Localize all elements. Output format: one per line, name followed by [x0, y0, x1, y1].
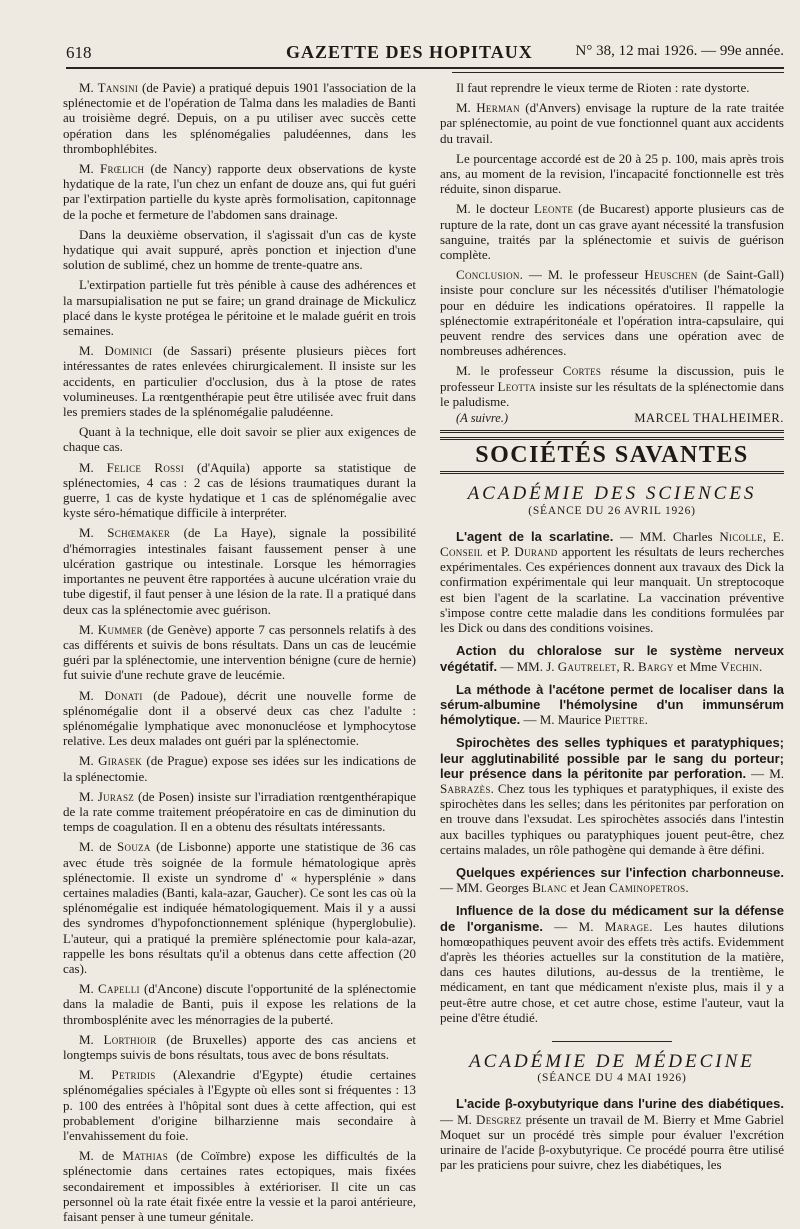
paragraph	[63, 277, 416, 338]
paragraph	[63, 1067, 416, 1143]
paragraph-text: M.	[79, 788, 98, 804]
paragraph-text: (de Prague) expose ses idées sur les indications de la splénectomie.	[63, 753, 416, 784]
person-name: Sabrazès	[440, 780, 491, 796]
item-title: Quelques expériences sur l'infection charbonneuse.	[456, 864, 784, 880]
paragraph-text: — M.	[542, 918, 605, 934]
paragraph-text: M. de	[79, 839, 117, 855]
paragraph	[440, 201, 784, 262]
paragraph	[63, 753, 416, 783]
section-rule-top	[440, 430, 784, 433]
paragraph-text: apportent les résultats de leurs recherches expérimentales. Ces expériences donnent aux travaux des Dick la confirmation expérimentale qui leur manquait. Un streptocoque est bien l'agent de la scarlatine. La vaccination préventive s'impose contre cette maladie dans les conditions formulées par les Dick ou dans des conditions voisines.	[440, 544, 785, 636]
paragraph-text: et Jean	[566, 880, 610, 896]
item-title: Action du chloralose sur le système nerveux végétatif.	[440, 643, 784, 674]
paragraph-text: présente un travail de M. Bierry et Mme Gabriel Moquet sur un procédé très simple pour évaluer l'excrétion urinaire de l'acide β-oxybutyrique. Ce procédé pourra être utilisé par les praticiens pour suivre, chez les diabétiques, les	[440, 1111, 785, 1173]
paragraph-text: M.	[79, 161, 100, 177]
person-name: Girasek	[98, 753, 143, 769]
paragraph-text: , R.	[616, 658, 639, 674]
paragraph-text: L'extirpation partielle fut très pénible à cause des adhérences et la marsupialisation ne put se faire; un grand drainage de Mickulicz placé dans le kyste protégea le péritoine et le malade guérit en trois semaines.	[63, 277, 416, 339]
paragraph-text: .	[644, 712, 648, 728]
paragraph-text: et Mme	[673, 658, 721, 674]
person-name: Marage	[604, 918, 650, 934]
person-name: Bargy	[638, 658, 674, 674]
section-title: SOCIÉTÉS SAVANTES	[475, 442, 749, 469]
paragraph-text: — M. Maurice	[520, 712, 605, 728]
paragraph-text: (d'Ancone) discute l'opportunité de la splénectomie dans la maladie de Banti, puis il expose les relations de la thrombosplénite avec les ménorragies de la puberté.	[63, 981, 416, 1027]
person-name: Dominici	[104, 343, 153, 359]
academy-medecine-items	[440, 1096, 784, 1172]
paragraph	[63, 343, 416, 419]
paragraph-text: (de Genève) apporte 7 cas personnels relatifs à des cas différents et suivis de bons résultats. Dans un cas de leucémie guéri par la splénectomie, une intervention bénigne (cure de hernie) fut suivie d'une rechute grave de leucémie.	[63, 621, 417, 683]
paragraph	[63, 688, 416, 749]
journal-title: GAZETTE DES HOPITAUX	[286, 42, 533, 62]
paragraph	[440, 267, 784, 358]
communication-item	[440, 1096, 784, 1172]
academy-separator	[552, 1041, 672, 1042]
item-title: Influence de la dose du médicament sur la défense de l'organisme.	[440, 903, 784, 934]
paragraph-text: Le pourcentage accordé est de 20 à 25 p. 100, mais après trois ans, au moment de la revision, l'incapacité fonctionnelle est très réduite, sinon disparue.	[440, 150, 784, 197]
to-be-continued: (A suivre.)	[456, 411, 509, 426]
header-rule-secondary	[452, 72, 784, 73]
paragraph	[63, 460, 416, 521]
item-title: L'acide β-oxybutyrique dans l'urine des diabétiques.	[456, 1096, 784, 1112]
person-name: Mathias	[122, 1148, 169, 1164]
communication-item	[440, 529, 784, 635]
person-name: Frœlich	[99, 161, 145, 177]
paragraph-text: (de Bucarest) apporte plusieurs cas de rupture de la rate, dont un cas grave ayant nécessité la transfusion sanguine, traités par la splénectomie et suivis de guérison complète.	[440, 201, 784, 263]
paragraph-text: M. de	[79, 1148, 123, 1164]
person-name: Leotta	[497, 378, 537, 394]
paragraph-text: (de Sassari) présente plusieurs pièces fort intéressantes de rates enlevées chirurgicalement. Il insiste sur les accidents, en particulier d'occlusion, dus à la ptose de rates volumineuses. La rœntgenthérapie peut être utilisée avec fruit dans les premiers stades de la splénomégalie paludéenne.	[63, 343, 416, 420]
person-name: Gautrelet	[557, 658, 617, 674]
paragraph-text: Il faut reprendre le vieux terme de Rioten : rate dystorte.	[456, 80, 750, 95]
paragraph-text: (de Nancy) rapporte deux observations de kyste hydatique de la rate, l'un chez un enfant de douze ans, qui fut guéri par l'extirpation partielle du kyste après formolisation, capitonnage de la poche et fermeture de l'abdomen sans drainage.	[63, 161, 417, 222]
person-name: Kummer	[97, 621, 143, 637]
continued-article	[440, 80, 784, 409]
paragraph-text: — M.	[746, 765, 785, 781]
person-name: Lorthioir	[103, 1031, 157, 1047]
communication-item	[440, 865, 784, 895]
paragraph-text: (Alexandrie d'Egypte) étudie certaines splénomégalies spéciales à l'Egypte où elles sont si fréquentes : 13 p. 100 des entrées à l'hôpital sont dues à cette affection, qui est probablement d'origine bilharzienne mais secondaire à l'envahissement du foie.	[63, 1067, 417, 1143]
person-name: Cortes	[562, 363, 602, 379]
academy-medecine-heading: ACADÉMIE DE MÉDECINE	[469, 1050, 755, 1072]
issue-info: N° 38, 12 mai 1926. — 99e année.	[575, 43, 784, 59]
paragraph	[63, 981, 416, 1027]
person-name: Tansini	[97, 80, 139, 95]
paragraph-text: M.	[79, 981, 99, 997]
paragraph-text: et P.	[482, 544, 515, 560]
person-name: Piettre	[604, 712, 645, 728]
person-name: Caminopetros	[609, 880, 686, 896]
paragraph-text: (de La Haye), signale la possibilité d'hémorragies intestinales faisant faussement penser à une ulcération gastrique ou intestinale. Lorsque les hémorragies importantes ne peuvent être rapportées à aucune ulcération vraie du tube digestif, il faut penser à une lésion de la rate. Il a pratiqué dans deux cas la splénectomie avec guérison.	[63, 525, 416, 617]
paragraph-text: . — M. le professeur	[519, 267, 645, 283]
item-title: Spirochètes des selles typhiques et paratyphiques; leur agglutinabilité possible par le sang du porteur; leur présence dans la péritonite par perforation.	[440, 735, 784, 781]
item-title: L'agent de la scarlatine.	[456, 528, 614, 544]
paragraph	[63, 1032, 416, 1062]
person-name: Blanc	[532, 880, 567, 896]
paragraph-text: (d'Aquila) apporte sa statistique de splénectomies, 4 cas : 2 cas de lésions traumatiques durant la guerre, 1 cas de kyste hydatique et 1 cas de splénomégalie avec kyste séro-hématique difficile à interpréter.	[63, 459, 416, 521]
paragraph	[440, 80, 784, 95]
paragraph-text: (de Saint-Gall) insiste pour conclure sur les nécessités d'utiliser l'hématologie pour en déduire les indications opératoires. Il rappelle la splénectomie extrapéritonéale et l'opération intra-capsulaire, qui peuvent rendre des services dans une opération avec de nombreuses adhérences.	[440, 267, 784, 359]
paragraph-text: — MM. J.	[497, 658, 558, 674]
person-name: Capelli	[98, 981, 140, 997]
paragraph	[440, 363, 784, 409]
section-rule-top-2	[440, 437, 784, 440]
paragraph-text: (de Posen) insiste sur l'irradiation rœntgenthérapique de la rate comme traitement préopératoire en cas de diminution du temps de coagulation. Il en a obtenu des résultats intéressants.	[63, 788, 416, 835]
paragraph	[63, 525, 416, 616]
paragraph-text: M.	[79, 1067, 112, 1083]
paragraph-text: M.	[456, 100, 477, 116]
person-name: Conclusion	[456, 267, 520, 283]
paragraph	[63, 227, 416, 273]
communication-item	[440, 643, 784, 673]
right-column	[440, 80, 784, 1180]
paragraph-text: — M.	[440, 1111, 477, 1127]
paragraph-text: (de Lisbonne) apporte une statistique de 36 cas avec étude très soignée de la formule hématologique après splénectomie. Il existe un syndrome d' « hypersplénie » dans certaines maladies (Banti, kala-azar, Gaucher). Ce sont les cas où la splénomégalie est indiquée hématologiquement. Mais il y a aussi des syndromes d'hypofonctionnement splénique (hyperglobulie). L'auteur, qui a pratiqué la première splénectomie pour kala-azar, rappelle les bons résultats qu'il a obtenus dans cette affection (20 cas).	[63, 839, 416, 976]
paragraph-text: . Les hautes dilutions homœopathiques peuvent avoir des effets très actifs. Evidemment d'après les théories actuelles sur la constitution de la matière, dans ces hautes dilutions, au-dessus de la trentième, le médicament, en tant que médicament n'existe plus, mais il y a peut-être autre chose, et cet autre chose, estime l'auteur, vaut la peine d'être étudié.	[440, 918, 784, 1025]
paragraph-text: — MM. Georges	[440, 880, 533, 896]
paragraph	[63, 1148, 416, 1224]
paragraph	[63, 80, 416, 156]
paragraph-text: M.	[79, 753, 99, 769]
person-name: Schœmaker	[107, 525, 171, 541]
person-name: Vechin	[720, 658, 759, 674]
paragraph	[63, 789, 416, 835]
paragraph-text: M.	[79, 1031, 104, 1047]
paragraph-text: M. le docteur	[456, 201, 534, 217]
article-signoff	[440, 411, 784, 426]
person-name: Durand	[514, 544, 558, 560]
paragraph-text: M. le professeur	[456, 363, 563, 379]
person-name: Heuschen	[644, 267, 698, 283]
left-column	[63, 80, 416, 1229]
academy-sciences-seance: (SÉANCE DU 26 AVRIL 1926)	[528, 504, 696, 517]
paragraph-text: .	[685, 880, 689, 896]
paragraph-text: (d'Anvers) envisage la rupture de la rate traitée par splénectomie, au point de vue fonctionnel quant aux accidents du travail.	[440, 100, 785, 146]
academy-sciences-heading: ACADÉMIE DES SCIENCES	[467, 483, 757, 505]
paragraph-text: M.	[79, 687, 105, 703]
person-name: Petridis	[111, 1067, 156, 1083]
paragraph-text: (de Pavie) a pratiqué depuis 1901 l'association de la splénectomie et de l'opération de Talma dans les maladies de Banti au troisième degré. Depuis, on a pu utiliser avec succès cette opération dans les splénomégalies paludéennes, dans les thrombophlébites.	[63, 80, 416, 156]
person-name: Herman	[476, 100, 520, 116]
person-name: Desgrez	[476, 1111, 522, 1127]
section-rule-bottom	[440, 471, 784, 474]
communication-item	[440, 682, 784, 728]
paragraph-text: insiste sur les résultats de la splénectomie dans le paludisme.	[440, 378, 784, 409]
paragraph-text: M.	[79, 459, 107, 475]
header-rule	[66, 67, 784, 69]
person-name: Conseil	[440, 544, 483, 560]
item-title: La méthode à l'acétone permet de localiser dans la sérum-albumine l'hémolysine d'un immunsérum hémolytique.	[440, 681, 784, 728]
person-name: Leonte	[533, 201, 574, 217]
paragraph-text: M.	[79, 525, 108, 541]
paragraph	[440, 100, 784, 146]
paragraph-text: . Chez tous les typhiques et paratyphiques, il existe des spirochètes dans les selles; dans les péritonites par perforation on en trouve dans l'exsudat. Les spirochètes associés dans l'intestin aux bacilles typhiques ou paratyphiques jouent peut-être, chez certains malades, un rôle pathogène qui demande à être défini.	[440, 780, 784, 857]
communication-item	[440, 735, 784, 857]
page-number: 618	[66, 43, 92, 62]
paragraph	[63, 839, 416, 976]
academy-medecine-seance: (SÉANCE DU 4 MAI 1926)	[537, 1072, 687, 1085]
paragraph-text: (de Padoue), décrit une nouvelle forme de splénomégalie dont il a observé deux cas chez l'adulte : splénomégalie lymphatique avec mononucléose et lymphocytose relative. Les deux malades ont guéri par la splénectomie.	[63, 687, 416, 749]
paragraph-text: , E.	[762, 528, 784, 544]
paragraph	[63, 622, 416, 683]
person-name: Donati	[104, 687, 143, 703]
academy-sciences-items	[440, 529, 784, 1025]
paragraph-text: M.	[79, 343, 105, 359]
running-header	[66, 40, 784, 66]
paragraph-text: M.	[79, 80, 98, 95]
person-name: Felice Rossi	[106, 459, 185, 475]
person-name: Souza	[116, 839, 151, 855]
person-name: Jurasz	[97, 788, 135, 804]
paragraph-text: — MM. Charles	[613, 528, 720, 544]
paragraph	[63, 424, 416, 454]
paragraph-text: Dans la deuxième observation, il s'agissait d'un cas de kyste hydatique qui avait suppuré, après ponction et injection d'une solution de sublimé, chez un homme de trente-quatre ans.	[63, 226, 416, 273]
communication-item	[440, 903, 784, 1025]
paragraph-text: Quant à la technique, elle doit savoir se plier aux exigences de chaque cas.	[63, 424, 416, 455]
paragraph	[440, 151, 784, 197]
paragraph-text: (de Coïmbre) expose les difficultés de la splénectomie dans certaines rates ectopiques, mais fixées secondairement et impossibles à extérioriser. Il cite un cas personnel où la rate était fixée entre la vessie et la paroi antérieure, faisant penser à une tumeur génitale.	[63, 1148, 416, 1225]
paragraph	[63, 161, 416, 222]
paragraph-text: M.	[79, 621, 98, 637]
paragraph-text: .	[758, 658, 763, 674]
article-author: MARCEL THALHEIMER.	[634, 411, 784, 426]
paragraph-text: résume la discussion, puis le professeur	[440, 363, 784, 394]
paragraph-text: (de Bruxelles) apporte des cas anciens et longtemps suivis de bons résultats, tous avec de bons résultats.	[63, 1031, 417, 1062]
person-name: Nicolle	[719, 528, 763, 544]
